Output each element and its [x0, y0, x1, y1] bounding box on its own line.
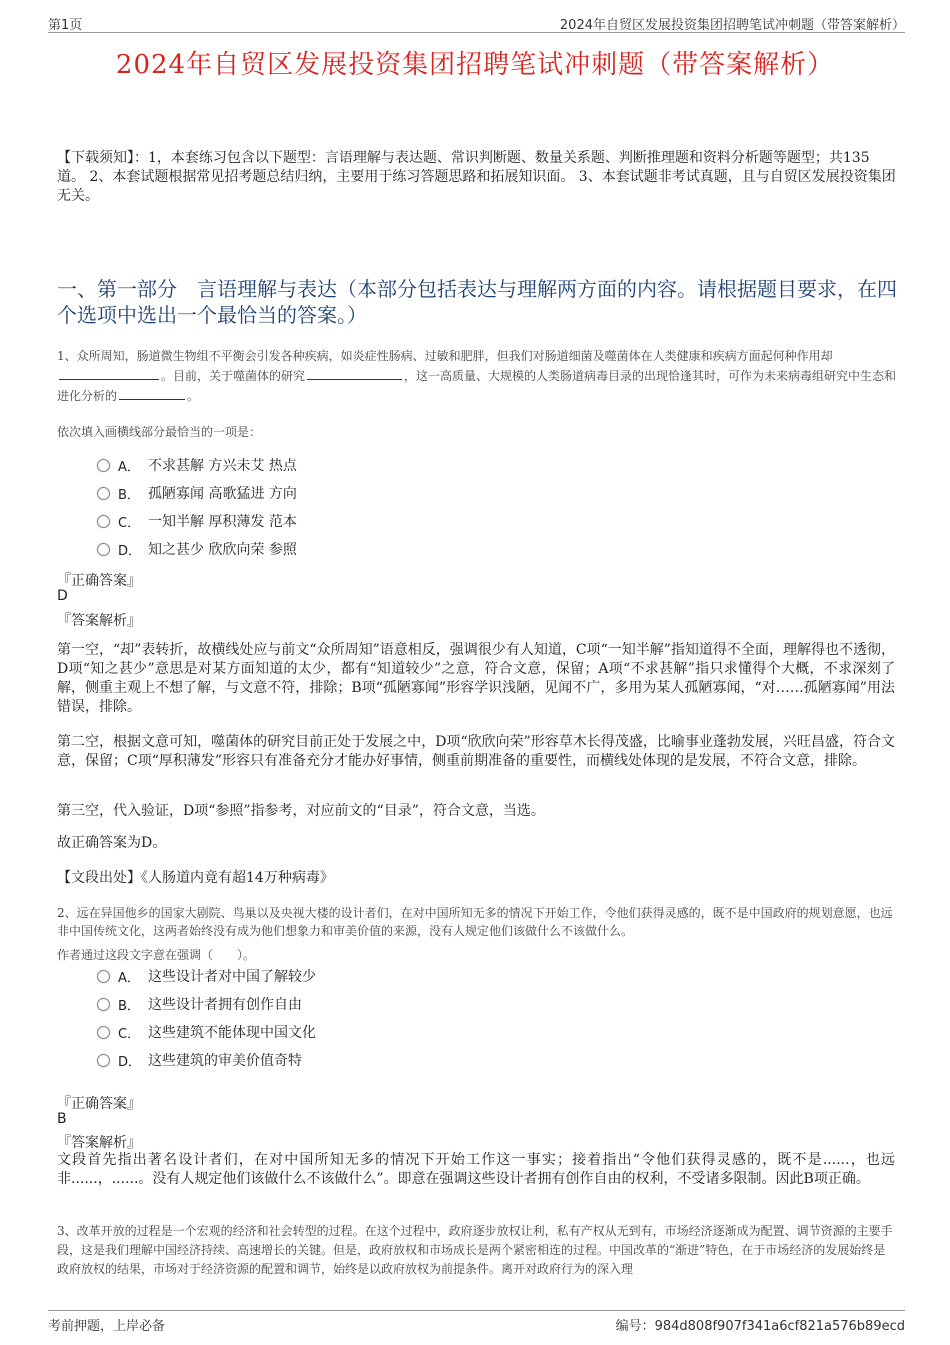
radio-icon[interactable]	[97, 998, 110, 1011]
footer-code-label: 编号：	[615, 1319, 655, 1334]
q1-blank-2	[307, 366, 402, 380]
page-footer	[48, 1310, 905, 1334]
download-notice: 【下载须知】：1，本套练习包含以下题型：言语理解与表达题、常识判断题、数量关系题、判断推理题和资料分析题等题型；共135道。 2、本套试题根据常见招考题总结归纳，主要用于练习答题思路和拓展知识面。 3、本套试题非考试真题，且与自贸区发展投资集团无关。	[57, 150, 896, 204]
q2-analysis: 文段首先指出著名设计者们，在对中国所知无多的情况下开始工作这一事实；接着指出“令他们获得灵感的，既不是......，也远非......，......。没有人规定他们该做什么不该做什么”。即意在强调这些设计者拥有创作自由的权利，不受诸多限制。因此B项正确。	[57, 1152, 895, 1187]
q2-answer: B	[57, 1111, 67, 1127]
q1-analysis-para-1: 第一空，“却”表转折，故横线处应与前文“众所周知”语意相反，强调很少有人知道，C项“一知半解”指知道得不全面，理解得也不透彻，D项“知之甚少”意思是对某方面知道的太少，都有“知道较少”之意，符合文意，保留；A项“不求甚解”指只求懂得个大概，不求深刻了解，侧重主观上不想了解，与文意不符，排除；B项“孤陋寡闻”形容学识浅陋，见闻不广，多用为某人孤陋寡闻，“对……孤陋寡闻”用法错误，排除。	[57, 642, 895, 715]
q2-option-d[interactable]: D． 这些建筑的审美价值奇特	[97, 1046, 497, 1074]
radio-icon[interactable]	[97, 543, 110, 556]
footer-slogan: 考前押题，上岸必备	[48, 1319, 166, 1334]
q1-text-part3: ，这一高质量、大规模的人类肠道病毒目录的出现恰逢其时，可作为未来病毒组研究中生态和进化分析的	[57, 369, 897, 403]
q2-prompt: 作者通过这段文字意在强调（ ）。	[57, 948, 256, 962]
radio-icon[interactable]	[97, 1054, 110, 1067]
q1-blank-3	[119, 386, 185, 400]
radio-icon[interactable]	[97, 970, 110, 983]
q1-blank-1	[59, 366, 159, 380]
q1-prompt: 依次填入画横线部分最恰当的一项是：	[57, 425, 262, 439]
q1-text-part4: 。	[187, 389, 200, 403]
q2-option-c[interactable]: C． 这些建筑不能体现中国文化	[97, 1018, 497, 1046]
q2-analysis-label: 『答案解析』	[57, 1135, 141, 1151]
footer-code	[616, 1315, 905, 1334]
q1-option-d[interactable]: D． 知之甚少 欣欣向荣 参照	[97, 535, 497, 563]
radio-icon[interactable]	[97, 1026, 110, 1039]
q1-source: 【文段出处】《人肠道内竟有超14万种病毒》	[57, 870, 334, 886]
q1-option-c[interactable]: C． 一知半解 厚积薄发 范本	[97, 507, 497, 535]
page-number: 第1页	[48, 18, 83, 33]
radio-icon[interactable]	[97, 459, 110, 472]
q1-analysis-para-2: 第二空，根据文意可知，噬菌体的研究目前正处于发展之中，D项“欣欣向荣”形容草木长得茂盛，比喻事业蓬勃发展，兴旺昌盛，符合文意，保留；C项“厚积薄发”形容只有准备充分才能办好事情，侧重前期准备的重要性，而横线处体现的是发展，不符合文意，排除。	[57, 734, 895, 769]
q2-options	[97, 962, 497, 1074]
q1-text-part2: 。目前，关于噬菌体的研究	[161, 369, 306, 383]
question-2-stem: 2、远在异国他乡的国家大剧院、鸟巢以及央视大楼的设计者们，在对中国所知无多的情况下开始工作，令他们获得灵感的，既不是中国政府的规划意愿，也远非中国传统文化，这两者始终没有成为他们想象力和审美价值的来源，没有人规定他们该做什么不该做什么。	[57, 906, 893, 938]
radio-icon[interactable]	[97, 515, 110, 528]
q1-option-b[interactable]: B． 孤陋寡闻 高歌猛进 方向	[97, 479, 497, 507]
question-1-stem	[57, 346, 897, 406]
q1-answer: D	[57, 588, 68, 604]
header-doc-title: 2024年自贸区发展投资集团招聘笔试冲刺题（带答案解析）	[559, 18, 905, 33]
q1-analysis-label: 『答案解析』	[57, 613, 141, 629]
q2-answer-label: 『正确答案』	[57, 1096, 141, 1112]
question-3-stem: 3、改革开放的过程是一个宏观的经济和社会转型的过程。在这个过程中，政府逐步放权让利，私有产权从无到有，市场经济逐渐成为配置、调节资源的主要手段，这是我们理解中国经济持续、高速增长的关键。但是，政府放权和市场成长是两个紧密相连的过程。中国改革的“渐进”特色，在于市场经济的发展始终是政府放权的结果，市场对于经济资源的配置和调节，始终是以政府放权为前提条件。离开对政府行为的深入理	[57, 1224, 893, 1276]
q2-option-b[interactable]: B． 这些设计者拥有创作自由	[97, 990, 497, 1018]
footer-code-value: 984d808f907f341a6cf821a576b89ecd	[654, 1319, 905, 1334]
document-title: 2024年自贸区发展投资集团招聘笔试冲刺题（带答案解析）	[115, 50, 835, 80]
q1-analysis-para-4: 故正确答案为D。	[57, 835, 167, 851]
q1-answer-label: 『正确答案』	[57, 573, 141, 589]
q2-option-a[interactable]: A． 这些设计者对中国了解较少	[97, 962, 497, 990]
q1-text-part1: 1、众所周知，肠道微生物组不平衡会引发各种疾病，如炎症性肠病、过敏和肥胖，但我们对肠道细菌及噬菌体在人类健康和疾病方面起何种作用却	[57, 349, 833, 363]
page-header	[48, 12, 905, 33]
q1-analysis-para-3: 第三空，代入验证，D项“参照”指参考，对应前文的“目录”，符合文意，当选。	[57, 803, 545, 819]
radio-icon[interactable]	[97, 487, 110, 500]
section-heading: 一、第一部分 言语理解与表达（本部分包括表达与理解两方面的内容。请根据题目要求，在四个选项中选出一个最恰当的答案。）	[57, 277, 897, 327]
q1-option-a[interactable]: A． 不求甚解 方兴未艾 热点	[97, 451, 497, 479]
q1-options	[97, 451, 497, 563]
